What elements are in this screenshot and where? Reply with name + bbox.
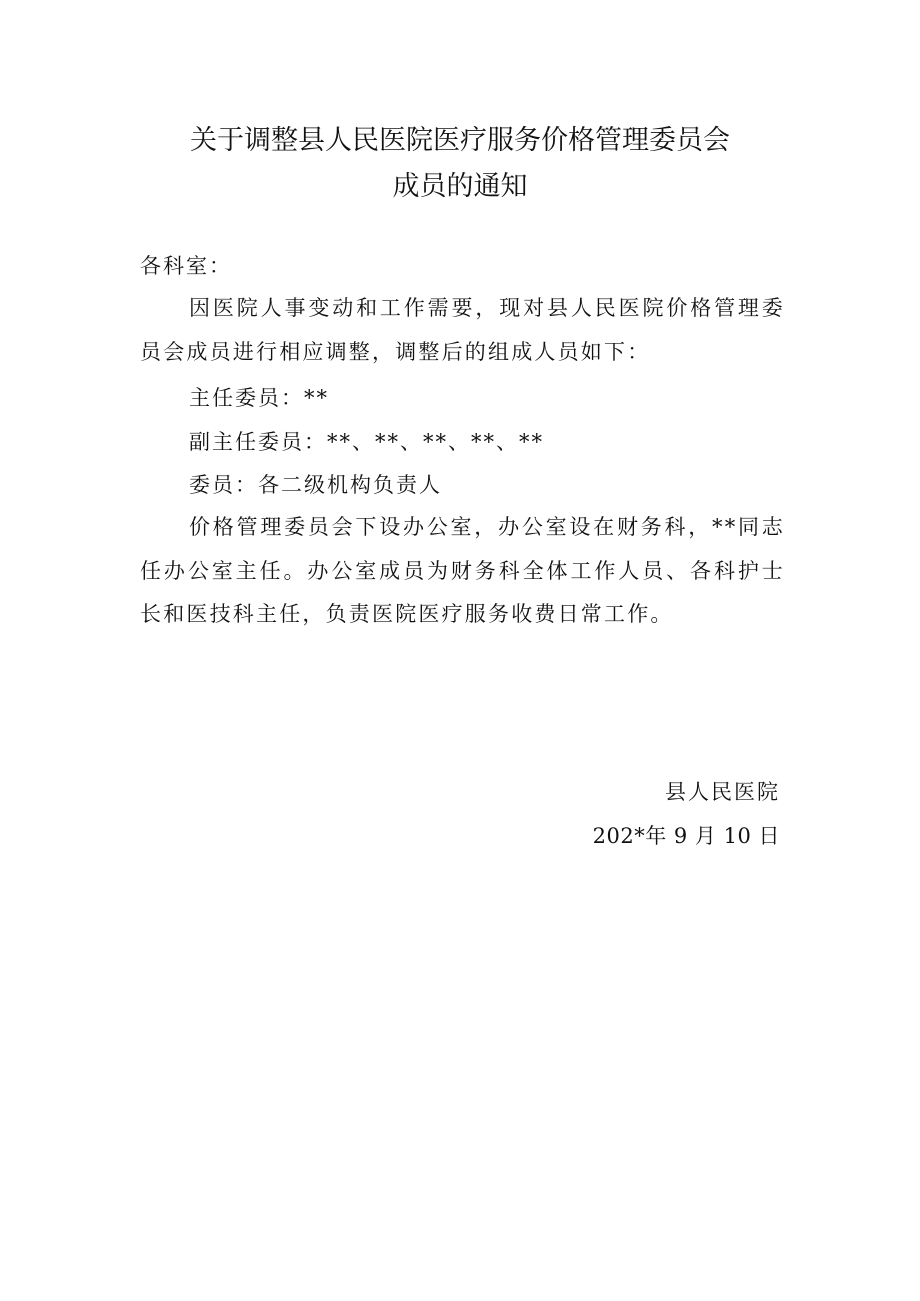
intro-paragraph: 因医院人事变动和工作需要，现对县人民医院价格管理委员会成员进行相应调整，调整后的组成人员如下： xyxy=(140,296,785,364)
salutation: 各科室： xyxy=(140,254,232,278)
deputy-directors-line: 副主任委员：**、**、**、**、** xyxy=(189,430,544,454)
document-title-line-2: 成员的通知 xyxy=(392,171,528,202)
committee-members-line: 委员：各二级机构负责人 xyxy=(189,473,442,497)
signature-organization: 县人民医院 xyxy=(665,780,780,804)
signature-date: 202*年 9 月 10 日 xyxy=(592,824,780,848)
director-line: 主任委员：** xyxy=(189,386,329,410)
office-paragraph: 价格管理委员会下设办公室，办公室设在财务科，**同志任办公室主任。办公室成员为财务科全体工作人员、各科护士长和医技科主任，负责医院医疗服务收费日常工作。 xyxy=(140,515,785,626)
document-title-line-1: 关于调整县人民医院医疗服务价格管理委员会 xyxy=(190,125,730,156)
